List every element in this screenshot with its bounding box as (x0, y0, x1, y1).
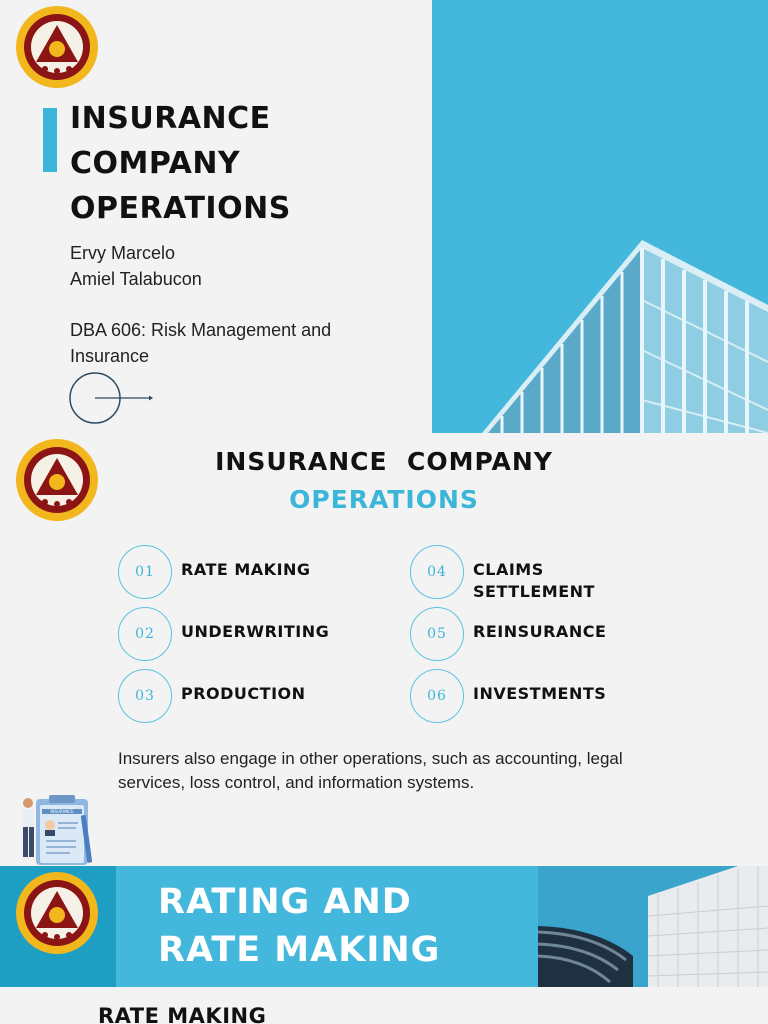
title-slide (0, 0, 768, 433)
item-label: INVESTMENTS (473, 684, 607, 703)
section-heading: RATE MAKING (98, 1004, 267, 1024)
item-number-circle: 01 (118, 545, 172, 599)
building-photo (432, 0, 768, 433)
title-line: OPERATIONS (70, 191, 291, 226)
item-number-circle: 02 (118, 607, 172, 661)
author-name: Amiel Talabucon (70, 269, 202, 289)
rate-making-slide (0, 866, 768, 1024)
operations-slide (0, 433, 768, 866)
presentation-title (70, 96, 400, 231)
item-label: CLAIMS SETTLEMENT (473, 560, 595, 601)
item-number-circle: 04 (410, 545, 464, 599)
item-label: PRODUCTION (181, 684, 306, 703)
author-list (70, 240, 202, 292)
title-line: COMPANY (70, 146, 241, 181)
item-label: REINSURANCE (473, 622, 607, 641)
operation-item (118, 545, 331, 599)
item-label: RATE MAKING (181, 560, 311, 579)
title-accent-bar (43, 108, 57, 172)
operation-item (410, 607, 623, 661)
operation-item (118, 669, 331, 723)
university-seal-logo (15, 5, 99, 89)
insurance-clipboard-illustration (18, 795, 98, 867)
section-title (158, 878, 440, 974)
circle-arrow-icon (69, 372, 154, 426)
course-label: DBA 606: Risk Management and Insurance (70, 320, 332, 366)
illustration-label: INSURANCE (50, 809, 74, 814)
item-number-circle: 06 (410, 669, 464, 723)
building-photo (538, 866, 768, 987)
item-number-circle: 05 (410, 607, 464, 661)
operation-item (118, 607, 331, 661)
operations-note: Insurers also engage in other operations, such as accounting, legal services, loss control, and information systems. (118, 749, 623, 792)
title-line: RATING AND (158, 882, 412, 922)
university-seal-logo (15, 871, 99, 955)
author-name: Ervy Marcelo (70, 243, 176, 263)
item-number-circle: 03 (118, 669, 172, 723)
title-line: RATE MAKING (158, 930, 441, 970)
slide-title: INSURANCE COMPANY (215, 447, 553, 476)
item-label: UNDERWRITING (181, 622, 330, 641)
title-line: INSURANCE (70, 101, 271, 136)
operation-item (410, 545, 623, 603)
operation-item (410, 669, 623, 723)
slide-subtitle: OPERATIONS (289, 485, 479, 514)
